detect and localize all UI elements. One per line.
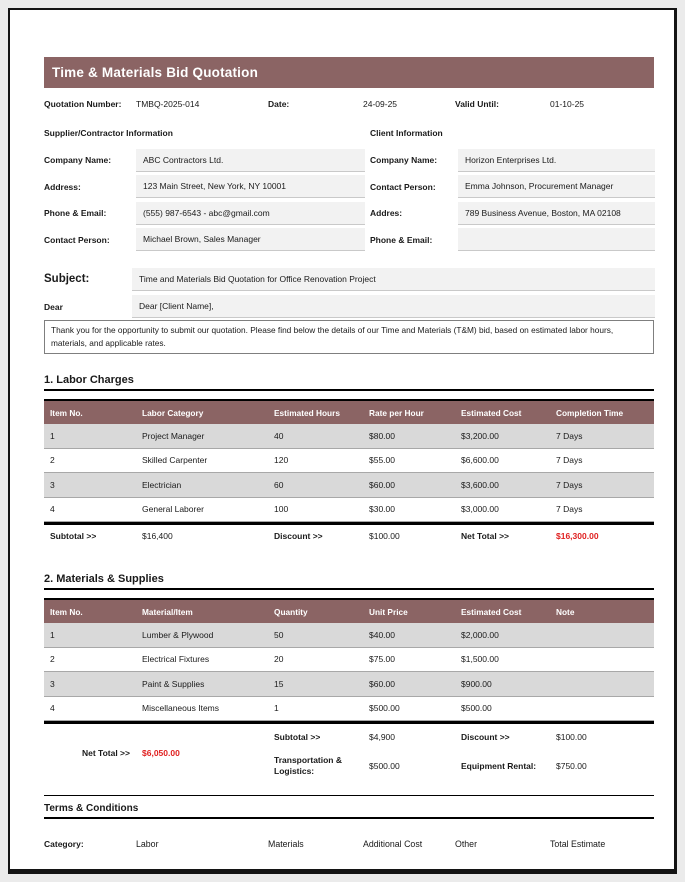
supplier-address-field[interactable]: 123 Main Street, New York, NY 10001: [136, 175, 365, 198]
cell-material-item: Paint & Supplies: [142, 678, 205, 689]
cell-estimated-cost: $900.00: [461, 678, 492, 689]
materials-discount-label: Discount >>: [461, 732, 510, 742]
subject-label: Subject:: [44, 273, 90, 285]
supplier-phone-email-label: Phone & Email:: [44, 208, 107, 219]
cell-labor-category: Project Manager: [142, 430, 205, 441]
col-header-estimated-cost: Estimated Cost: [461, 606, 522, 617]
cell-item-no: 1: [50, 629, 55, 640]
cell-estimated-cost: $3,200.00: [461, 430, 499, 441]
cell-rate-per-hour: $55.00: [369, 455, 395, 466]
materials-table-row: [44, 623, 654, 648]
cell-item-no: 4: [50, 504, 55, 515]
labor-table-row: [44, 449, 654, 474]
cell-material-item: Miscellaneous Items: [142, 703, 220, 714]
cell-unit-price: $75.00: [369, 654, 395, 665]
cell-quantity: 1: [274, 703, 279, 714]
transportation-logistics-label: Transportation & Logistics:: [274, 755, 343, 776]
cell-completion-time: 7 Days: [556, 504, 583, 515]
col-header-material-item: Material/Item: [142, 606, 193, 617]
equipment-rental-value: $750.00: [556, 761, 587, 771]
labor-section-heading: 1. Labor Charges: [44, 374, 654, 391]
category-total-estimate: Total Estimate: [550, 839, 606, 849]
cell-estimated-hours: 100: [274, 504, 289, 515]
client-phone-email-label: Phone & Email:: [370, 234, 433, 245]
col-header-rate-per-hour: Rate per Hour: [369, 407, 424, 418]
col-header-unit-price: Unit Price: [369, 606, 408, 617]
valid-until-value: 01-10-25: [550, 99, 585, 109]
col-header-item-no: Item No.: [50, 606, 83, 617]
col-header-quantity: Quantity: [274, 606, 308, 617]
document-title: Time & Materials Bid Quotation: [52, 65, 259, 80]
terms-heading: Terms & Conditions: [44, 803, 654, 819]
cell-completion-time: 7 Days: [556, 455, 583, 466]
cell-material-item: Lumber & Plywood: [142, 629, 214, 640]
cell-estimated-cost: $2,000.00: [461, 629, 499, 640]
materials-net-total-label: Net Total >>: [81, 748, 130, 758]
document-title-bar: [44, 57, 654, 88]
client-info-heading: Client Information: [370, 128, 443, 138]
labor-net-total-value: $16,300.00: [556, 530, 599, 541]
labor-net-total-label: Net Total >>: [461, 530, 510, 541]
contact-info-grid: [44, 147, 654, 253]
info-row: [44, 147, 654, 174]
materials-table-header: [44, 600, 654, 623]
supplier-info-heading: Supplier/Contractor Information: [44, 128, 173, 138]
category-additional-cost: Additional Cost: [363, 839, 423, 849]
cell-item-no: 2: [50, 455, 55, 466]
labor-table-row: [44, 424, 654, 449]
info-row: [44, 227, 654, 254]
cell-estimated-cost: $6,600.00: [461, 455, 499, 466]
info-row: [44, 174, 654, 201]
materials-table-row: [44, 672, 654, 697]
info-row: [44, 200, 654, 227]
cell-material-item: Electrical Fixtures: [142, 654, 210, 665]
cell-rate-per-hour: $60.00: [369, 479, 395, 490]
category-materials: Materials: [268, 839, 304, 849]
col-header-note: Note: [556, 606, 575, 617]
cell-labor-category: Skilled Carpenter: [142, 455, 208, 466]
cell-item-no: 3: [50, 479, 55, 490]
materials-table-row: [44, 697, 654, 722]
quotation-document-page: [8, 8, 677, 874]
client-address-field[interactable]: 789 Business Avenue, Boston, MA 02108: [458, 202, 655, 225]
intro-paragraph: Thank you for the opportunity to submit our quotation. Please find below the details of our Time and Materials (T&M) bid, based on estimated labor hours, materials, and applicable rates.: [44, 320, 654, 354]
dear-field[interactable]: Dear [Client Name],: [132, 295, 655, 318]
materials-table: [44, 598, 654, 782]
materials-table-row: [44, 648, 654, 673]
supplier-company-name-field[interactable]: ABC Contractors Ltd.: [136, 149, 365, 172]
labor-table-row: [44, 473, 654, 498]
terms-section: [44, 795, 654, 819]
client-address-label: Addres:: [370, 208, 403, 219]
cell-estimated-hours: 40: [274, 430, 284, 441]
cell-estimated-cost: $3,000.00: [461, 504, 499, 515]
labor-subtotal-row: [44, 522, 654, 546]
date-value: 24-09-25: [363, 99, 398, 109]
client-phone-email-field[interactable]: [458, 228, 655, 251]
materials-subtotal-label: Subtotal >>: [274, 732, 321, 742]
cell-estimated-cost: $500.00: [461, 703, 492, 714]
transportation-logistics-value: $500.00: [369, 761, 400, 771]
dear-row: [44, 295, 654, 317]
dear-label: Dear: [44, 301, 63, 312]
cell-unit-price: $60.00: [369, 678, 395, 689]
cell-quantity: 20: [274, 654, 284, 665]
cell-rate-per-hour: $80.00: [369, 430, 395, 441]
cell-item-no: 4: [50, 703, 55, 714]
labor-subtotal-label: Subtotal >>: [50, 530, 97, 541]
materials-discount-value: $100.00: [556, 732, 587, 742]
cell-estimated-cost: $1,500.00: [461, 654, 499, 665]
materials-subtotal-value: $4,900: [369, 732, 395, 742]
materials-totals-block: [44, 721, 654, 782]
labor-table-header: [44, 401, 654, 424]
category-labor: Labor: [136, 839, 159, 849]
materials-section-heading: 2. Materials & Supplies: [44, 573, 654, 590]
col-header-labor-category: Labor Category: [142, 407, 204, 418]
col-header-item-no: Item No.: [50, 407, 83, 418]
col-header-estimated-cost: Estimated Cost: [461, 407, 522, 418]
client-company-name-label: Company Name:: [370, 155, 438, 166]
category-row: [44, 836, 654, 852]
supplier-phone-email-field[interactable]: (555) 987-6543 - abc@gmail.com: [136, 202, 365, 225]
cell-unit-price: $500.00: [369, 703, 400, 714]
cell-quantity: 50: [274, 629, 284, 640]
quotation-number-label: Quotation Number:: [44, 99, 122, 109]
supplier-contact-person-field[interactable]: Michael Brown, Sales Manager: [136, 228, 365, 251]
supplier-contact-person-label: Contact Person:: [44, 234, 110, 245]
cell-estimated-cost: $3,600.00: [461, 479, 499, 490]
cell-estimated-hours: 60: [274, 479, 284, 490]
labor-table: [44, 399, 654, 546]
labor-subtotal-value: $16,400: [142, 530, 173, 541]
cell-rate-per-hour: $30.00: [369, 504, 395, 515]
cell-labor-category: General Laborer: [142, 504, 204, 515]
category-other: Other: [455, 839, 478, 849]
cell-item-no: 3: [50, 678, 55, 689]
labor-table-row: [44, 498, 654, 523]
cell-completion-time: 7 Days: [556, 479, 583, 490]
client-contact-person-label: Contact Person:: [370, 181, 436, 192]
subject-field[interactable]: Time and Materials Bid Quotation for Office Renovation Project: [132, 268, 655, 291]
col-header-completion-time: Completion Time: [556, 407, 624, 418]
quotation-number-value: TMBQ-2025-014: [136, 99, 200, 109]
quotation-meta-row: [44, 95, 654, 113]
cell-item-no: 1: [50, 430, 55, 441]
labor-discount-label: Discount >>: [274, 530, 323, 541]
cell-unit-price: $40.00: [369, 629, 395, 640]
col-header-estimated-hours: Estimated Hours: [274, 407, 340, 418]
client-contact-person-field[interactable]: Emma Johnson, Procurement Manager: [458, 175, 655, 198]
cell-completion-time: 7 Days: [556, 430, 583, 441]
cell-estimated-hours: 120: [274, 455, 289, 466]
info-section-headings: [44, 113, 654, 140]
materials-net-total-value: $6,050.00: [142, 748, 180, 758]
supplier-company-name-label: Company Name:: [44, 155, 112, 166]
date-label: Date:: [268, 99, 290, 109]
supplier-address-label: Address:: [44, 181, 81, 192]
labor-discount-value: $100.00: [369, 530, 400, 541]
category-label: Category:: [44, 839, 84, 849]
valid-until-label: Valid Until:: [455, 99, 499, 109]
cell-labor-category: Electrician: [142, 479, 182, 490]
cell-item-no: 2: [50, 654, 55, 665]
client-company-name-field[interactable]: Horizon Enterprises Ltd.: [458, 149, 655, 172]
cell-quantity: 15: [274, 678, 284, 689]
subject-row: [44, 267, 654, 291]
equipment-rental-label: Equipment Rental:: [461, 761, 537, 771]
